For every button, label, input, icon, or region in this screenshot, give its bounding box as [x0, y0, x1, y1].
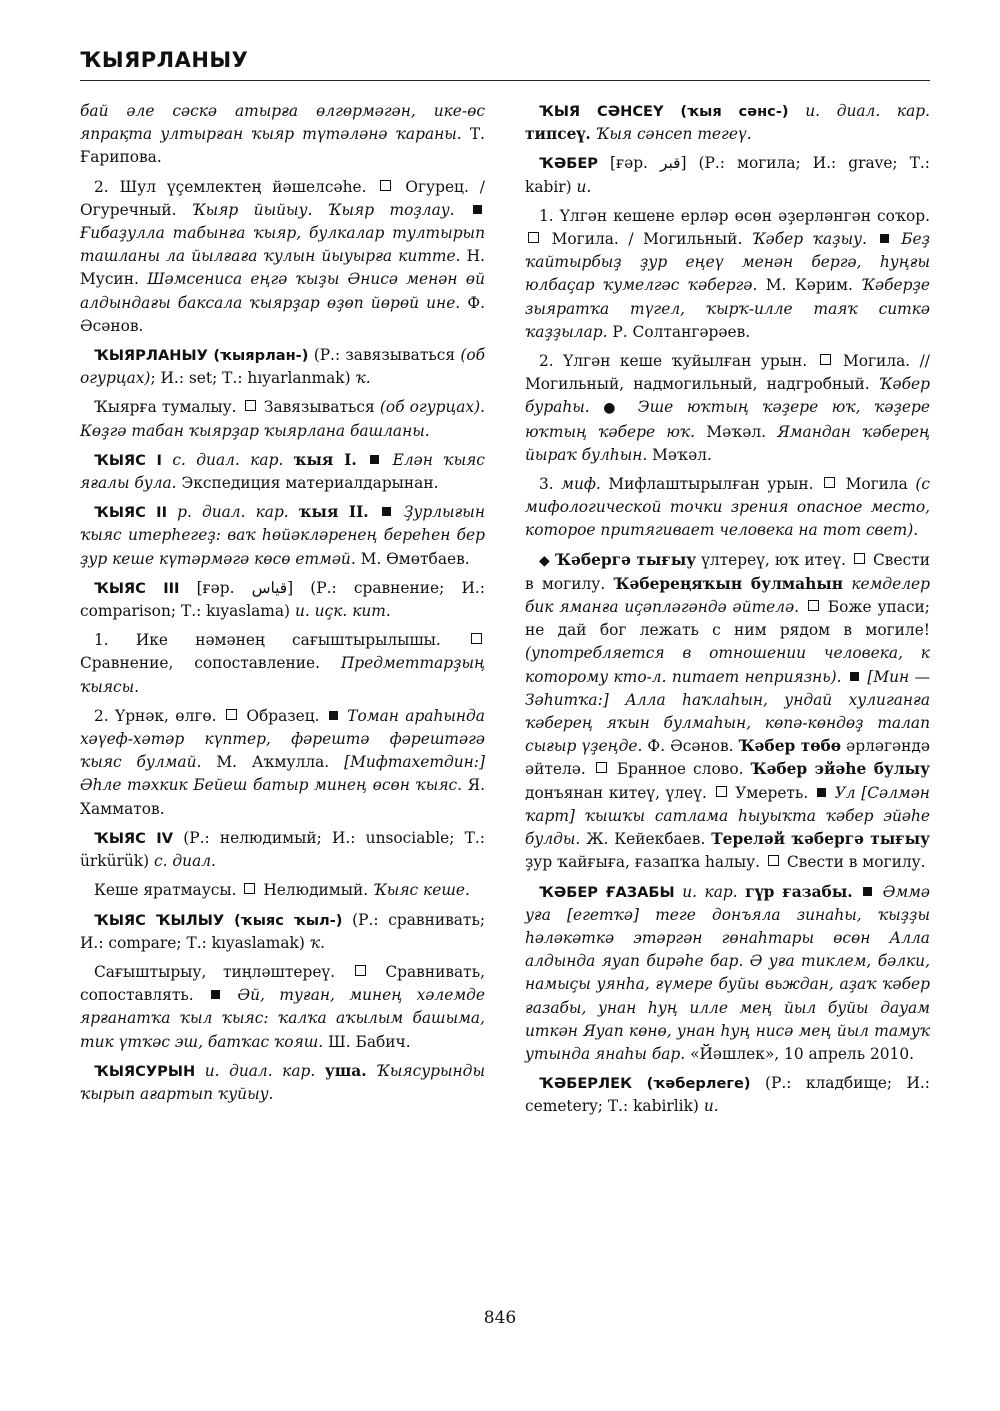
headword: ҠЫЯС I [94, 451, 162, 469]
source: Экспедиция материалдарынан. [181, 474, 439, 493]
square-icon [329, 711, 338, 720]
example-text: [Мифтахетдин:] Әһле тәхкик Бейеш батыр минең өсөн ҡыяс. [80, 753, 485, 795]
author: Т. Ғарипова. [80, 125, 485, 167]
sense-1 [80, 629, 485, 699]
example-text: Ҡыясурынды ҡырып ағартып ҡуйыу. [80, 1061, 485, 1103]
idioms [525, 549, 930, 875]
example-text: Ҙурлығын ҡыяс итерһегеҙ: ваҡ һөйәкләренең береһен бер ҙур кеше күтәрмәгә көсө етмәй. [80, 503, 485, 568]
translation: Сравнивать, сопоставлять. [80, 962, 485, 1005]
pos-label: и. кар. [682, 882, 738, 901]
pos-label: и. иҫк. кит. [294, 602, 391, 621]
author: Ф. Әсәнов. [80, 293, 485, 335]
example-text: [Мин — Зәһитҡа:] Алла һаҡлаһын, ундай хулиганға ҡәберең яҡын булмаһын, көпә-көндөҙ талап сығыр үҙеңде. [525, 667, 930, 756]
sense-3 [525, 473, 930, 543]
example-text: Ҡыяс кеше. [373, 881, 470, 900]
author: М. Аҡмулла. [216, 753, 330, 772]
cross-reference: ҡыя I. [293, 450, 357, 469]
cross-reference: типсеү. [525, 125, 591, 144]
translation: (Р.: кладбище; И.: cemetery; Т.: kabirlik) [525, 1074, 930, 1116]
author: Н. Мусин. [80, 247, 485, 289]
author: Мәҡәл. [706, 422, 767, 441]
sense-def: Мифлаштырылған урын. [608, 475, 814, 494]
headword: ҠЫЯС II [94, 504, 168, 522]
pos-label: с. диал. кар. [172, 450, 284, 469]
entry-kaber-gazaby [525, 881, 930, 1067]
translation: (Р.: сравнение; И.: comparison; Т.: kıyaslama) [80, 578, 485, 621]
idiom-def: кемделер бик яманға иҫәпләгәндә әйтелә. [525, 574, 930, 617]
box-icon [380, 180, 391, 191]
example-text: Шәмсениса еңгә ҡыҙы Әнисә менән өй алдындағы баксала ҡыярҙар өҙөп йөрөй ине. [80, 270, 485, 312]
translation-note: (об огурцах). [379, 398, 485, 417]
translation: Завязываться [263, 398, 375, 417]
square-icon [817, 788, 826, 797]
box-icon [355, 965, 366, 976]
headword: ҠЫЯСУРЫН [94, 1062, 196, 1080]
idiom: Ҡәбереңяҡын булмаһын [613, 574, 844, 593]
example-text: Ҡәбер ҡаҙыу. [751, 230, 867, 249]
idiom-def: ҙур ҡайғыға, ғазапҡа һалыу. [525, 853, 761, 872]
example-text: Ғибаҙулла табынға ҡыяр, булкалар тултырып ташланы ла йылғаға ҡулын йыуырға китте. [80, 224, 485, 266]
example-text: Әммә уға [егетҡә] теге донъяла зинаһы, ҡыҙҙы һәләкәткә этәргән гөнаһтары өсөн Алла алдында яуап бирәһе бар. Ә уға тиклем, бәлки, намыҫы уянһа, ғүмере буйы вьждан, аҙаҡ ҡәбер ғазабы, унан һуң илле мең йыл буйы дауам иткән Яуап көнө, унан һуң нисә мең йыл тамуҡ утында янаһы бар. [525, 882, 930, 1063]
author: Ш. Бабич. [328, 1032, 411, 1051]
example-text: Беҙ ҡайтырбыҙ ҙур еңеү менән бергә, һуңғы юлбаҫар ҡумелгәс ҡәбергә. [525, 230, 930, 295]
box-icon [528, 232, 539, 243]
translation: Могила. // Могильный, надмогильный, надгробный. [525, 352, 930, 394]
author: Я. Хамматов. [80, 776, 485, 818]
square-icon [370, 455, 379, 464]
translation: (Р.: завязываться [313, 346, 456, 365]
author: М. Кәрим. [765, 276, 853, 295]
idiom-def: әрләгәндә әйтелә. [525, 737, 930, 779]
box-icon [471, 633, 482, 644]
sense-1 [525, 205, 930, 344]
cross-reference: ҡыя II. [298, 503, 369, 522]
headword: ҠЫЯС III [94, 579, 180, 597]
square-icon [880, 234, 889, 243]
sense-2 [525, 350, 930, 467]
example-text: бай әле сәскә атырға өлгөрмәгән, ике-өс япрақта ултырған ҡыяр түтәләнә ҡараны. [80, 102, 485, 144]
idiom: Ҡәбер эйәһе булыу [750, 760, 930, 779]
translation: Боже упаси; не дай бог лежать с ним рядом в могиле! [525, 598, 930, 640]
example-text: Әй, туған, минең хәлемде ярғанатҡа ҡыл ҡыяс: ҡалҡа аҡылым башыма, тик үтҡәс эш, батҡас ҡояш. [80, 986, 485, 1051]
headword: ҠӘБЕР [539, 155, 598, 173]
square-icon [850, 672, 859, 681]
pos-label: ҡ. [355, 369, 371, 388]
example-text: Предметтарҙың ҡыясы. [80, 654, 485, 696]
translation: Огурец. / Огуречный. [80, 177, 485, 219]
translation: Свести в могилу. [525, 550, 930, 593]
etymology: [ғәр. قبر] [610, 154, 687, 173]
sense-def: 2. Үлгән кеше ҡуйылған урын. [539, 352, 808, 371]
pos-label: и. диал. кар. [204, 1061, 316, 1080]
box-icon [808, 600, 819, 611]
example-text: Ул [Сәлмән ҡарт] ҡышҡы сатлама һыуыҡта ҡәбер эйәһе булды. [525, 783, 930, 849]
sense-def: 2. Үрнәк, өлгө. [94, 706, 217, 725]
square-icon [211, 990, 220, 999]
idiom-def: үлтереү, юҡ итеү. [701, 550, 846, 569]
box-icon [854, 553, 865, 564]
entry-kyarlanyu [80, 344, 485, 390]
translation: Свести в могилу. [786, 853, 926, 872]
box-icon [596, 762, 607, 773]
author: Р. Солтангәрәев. [612, 322, 751, 341]
headword: ҠЫЯ СӘНСЕҮ (ҡыя сәнс-) [539, 103, 789, 120]
header-rule [80, 80, 930, 81]
idiom-def: донъянан китеү, үлеү. [525, 783, 707, 802]
sense-2 [80, 176, 485, 338]
entry-definition [80, 879, 485, 902]
box-icon [768, 855, 779, 866]
box-icon [244, 883, 255, 894]
square-icon [863, 887, 872, 896]
entry-kyyas-4 [80, 827, 485, 873]
headword: ҠӘБЕРЛЕК (ҡәберлеге) [539, 1075, 751, 1093]
entry-definition [80, 961, 485, 1054]
box-icon [226, 709, 237, 720]
example-text: Ҡәбер бураһы. [525, 375, 930, 417]
example-text: Елән ҡыяс яғалы була. [80, 450, 485, 493]
translation: Умереть. [735, 783, 809, 802]
translation: Нелюдимый. [263, 881, 369, 900]
sense-number: 3. [539, 475, 554, 494]
box-icon [820, 354, 831, 365]
author: Мәҡәл. [652, 445, 712, 464]
pos-label: и. [703, 1097, 719, 1116]
headword: ҠЫЯС ҠЫЛЫУ (ҡыяс ҡыл-) [94, 911, 343, 929]
sense-def: 1. Үлгән кешене ерләр өсөн әҙерләнгән соҡор. [539, 206, 930, 225]
entry-kyyasuryn [80, 1060, 485, 1106]
sense-def: Кеше яратмаусы. [94, 881, 237, 900]
source: «Йәшлек», 10 апрель 2010. [690, 1044, 915, 1063]
translation: Сравнение, сопоставление. [80, 654, 320, 673]
author: Ж. Кейекбаев. [586, 830, 706, 849]
sense-def: Сағыштырыу, тиңләштереү. [94, 962, 336, 981]
author: М. Өмөтбаев. [360, 549, 470, 568]
example-text: Эше юҡтың ҡәҙере юҡ, ҡәҙере юҡтың ҡәбере юҡ. [525, 398, 930, 441]
translation: Могила. / Могильный. [551, 230, 743, 249]
page-header: ҠЫЯРЛАНЫУ [80, 48, 249, 72]
translation: ; И.: set; Т.: hıyarlanmak) [150, 369, 351, 388]
sense-def: 1. Ике нәмәнең сағыштырылышы. [94, 631, 441, 650]
right-column [525, 100, 930, 1125]
translation-note: (с мифологической точки зрения опасное место, которое притягивает человека на тот свет). [525, 475, 930, 540]
box-icon [824, 477, 835, 488]
sense-2 [80, 705, 485, 821]
translation: Бранное слово. [616, 760, 744, 779]
entry-kyyas-2 [80, 501, 485, 571]
idiom: Ҡәбер төбө [738, 737, 842, 756]
translation: Образец. [246, 706, 320, 725]
translation: (Р.: сравнивать; И.: compare; Т.: kıyaslamak) [80, 910, 486, 952]
square-icon [382, 507, 391, 516]
cross-reference: гүр ғазабы. [745, 882, 853, 901]
example-text: Томан араһында хәүеф-хәтәр күптер, фәрештә фәрештәгә ҡыяс булмай. [80, 706, 485, 772]
sense-def: Ҡыярға тумалыу. [94, 398, 237, 417]
entry-kyyas-1 [80, 449, 485, 495]
pos-label: и. [576, 177, 592, 196]
pos-label: р. диал. кар. [177, 503, 289, 522]
box-icon [716, 786, 727, 797]
pos-label: и. диал. кар. [805, 102, 930, 120]
example-text: Ҡәберҙе зыяратҡа түгел, ҡырҡ-илле таяҡ ситкә ҡаҙҙылар. [525, 276, 930, 341]
headword: ҠЫЯРЛАНЫУ (ҡыярлан-) [94, 347, 309, 365]
diamond-icon: ◆ [539, 552, 550, 569]
entry-kyyas-kylyu [80, 909, 485, 955]
author: Ф. Әсәнов. [647, 737, 734, 756]
headword: ҠЫЯС IV [94, 829, 173, 847]
example-text: Ҡыя сәнсеп тегеү. [595, 125, 752, 144]
cross-reference: уша. [324, 1061, 367, 1080]
example-text: Ямандан ҡәберең йыраҡ булһын. [525, 422, 930, 464]
translation-note: (употребляется в отношении человека, к которому кто-л. питает неприязнь). [525, 644, 930, 686]
example-text: Ҡыяр йыйыу. Ҡыяр тоҙлау. [191, 200, 455, 219]
left-column [80, 100, 485, 1112]
example-text: Көҙгә табан ҡыярҙар ҡыярлана башланы. [80, 421, 430, 440]
page-number: 846 [483, 1308, 517, 1328]
pos-label: миф. [561, 475, 601, 494]
pos-label: ҡ. [309, 933, 326, 952]
idiom: Ҡәбергә тығыу [555, 550, 697, 569]
translation: Могила [845, 475, 908, 494]
entry-definition [80, 396, 485, 442]
square-icon [473, 205, 482, 214]
entry-kaberlek [525, 1072, 930, 1118]
translation: (Р.: нелюдимый; И.: unsociable; Т.: ürkürük) [80, 828, 485, 871]
sense-def: 2. Шул үҫемлектең йәшелсәһе. [94, 177, 367, 196]
box-icon [245, 400, 256, 411]
etymology: [ғәр. قياس] [196, 578, 294, 597]
headword: ҠӘБЕР ҒАЗАБЫ [539, 883, 675, 901]
pos-label: с. диал. [154, 852, 216, 871]
idiom: Тереләй ҡәбергә тығыу [711, 830, 930, 849]
translation-note: (об огурцах) [80, 346, 485, 388]
entry-kaber [525, 152, 930, 198]
entry-kyya-sanseu [525, 100, 930, 146]
translation: (Р.: могила; И.: grave; Т.: kabir) [525, 154, 930, 196]
entry-kyyas-3 [80, 577, 485, 623]
bullet-icon: ● [603, 400, 625, 417]
entry-continuation [80, 100, 485, 170]
